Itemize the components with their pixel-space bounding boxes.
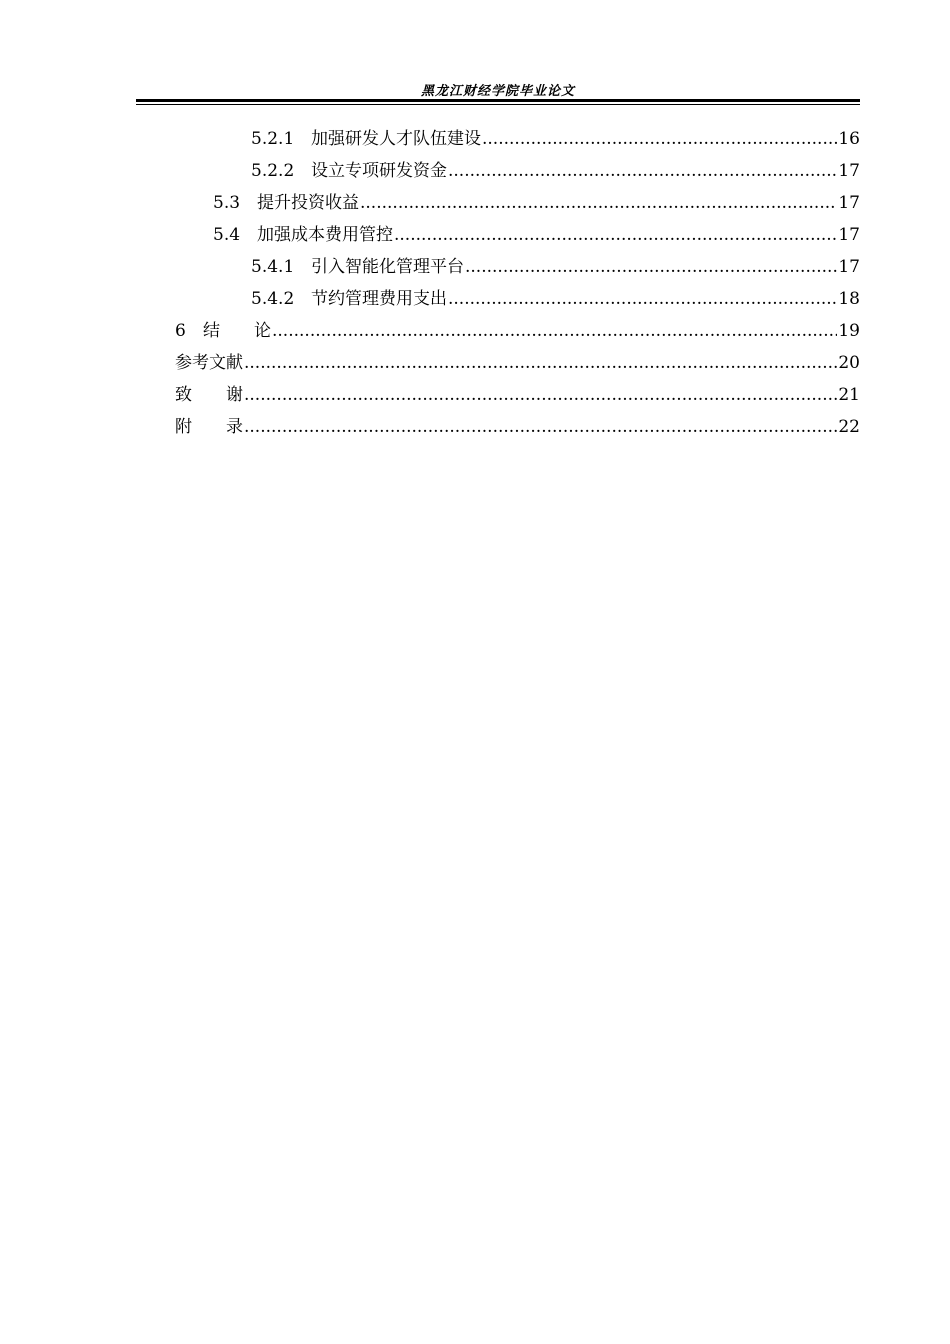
toc-entry-page: 19 (838, 321, 860, 341)
toc-entry-page: 17 (838, 225, 860, 245)
toc-entry-page: 20 (838, 353, 860, 373)
toc-entry-number: 5.4.1 (251, 257, 295, 277)
toc-entry-leader (448, 288, 837, 310)
toc-entry[interactable] (175, 310, 860, 342)
toc-entry[interactable] (251, 246, 860, 278)
toc-entry-title: 提升投资收益 (257, 193, 359, 213)
toc-entry-title: 加强成本费用管控 (257, 225, 393, 245)
toc-entry-number: 5.4.2 (251, 289, 295, 309)
toc-entry[interactable] (213, 182, 860, 214)
toc-entry-leader (394, 224, 837, 246)
toc-entry-page: 17 (838, 161, 860, 181)
toc-entry[interactable] (175, 374, 860, 406)
toc-entry-number: 5.2.1 (251, 129, 295, 149)
toc-entry-title: 结 论 (203, 321, 271, 341)
toc-entry-page: 21 (838, 385, 860, 405)
toc-entry-leader (244, 352, 837, 374)
toc-entry[interactable] (251, 278, 860, 310)
toc-entry-number: 6 (175, 321, 186, 341)
toc-entry-number: 5.2.2 (251, 161, 295, 181)
toc-entry[interactable] (213, 214, 860, 246)
toc-entry[interactable] (175, 406, 860, 438)
toc-entry-page: 17 (838, 257, 860, 277)
toc-entry-leader (272, 320, 837, 342)
toc-entry-page: 18 (838, 289, 860, 309)
toc-entry-leader (360, 192, 837, 214)
toc-entry-title: 节约管理费用支出 (311, 289, 447, 309)
toc-entry[interactable] (251, 118, 860, 150)
header-rule-thin (136, 104, 860, 105)
toc-entry-title: 引入智能化管理平台 (311, 257, 464, 277)
toc-entry-leader (465, 256, 837, 278)
header-rule-thick (136, 99, 860, 102)
toc-entry-number: 5.4 (213, 225, 241, 245)
toc-entry-page: 16 (838, 129, 860, 149)
toc-entry-title: 参考文献 (175, 353, 243, 373)
toc-entry-leader (244, 384, 837, 406)
toc-entry-title: 附 录 (175, 417, 243, 437)
toc-entry-page: 22 (838, 417, 860, 437)
toc-entry[interactable] (251, 150, 860, 182)
toc-entry-title: 设立专项研发资金 (311, 161, 447, 181)
toc-entry-page: 17 (838, 193, 860, 213)
toc-entry-leader (482, 128, 837, 150)
header-title: 黑龙江财经学院毕业论文 (420, 84, 575, 99)
toc-entry-number: 5.3 (213, 193, 241, 213)
toc-entry[interactable] (175, 342, 860, 374)
toc-entry-leader (244, 416, 837, 438)
toc-entry-leader (448, 160, 837, 182)
toc-entry-title: 加强研发人才队伍建设 (311, 129, 481, 149)
toc-entry-title: 致 谢 (175, 385, 243, 405)
